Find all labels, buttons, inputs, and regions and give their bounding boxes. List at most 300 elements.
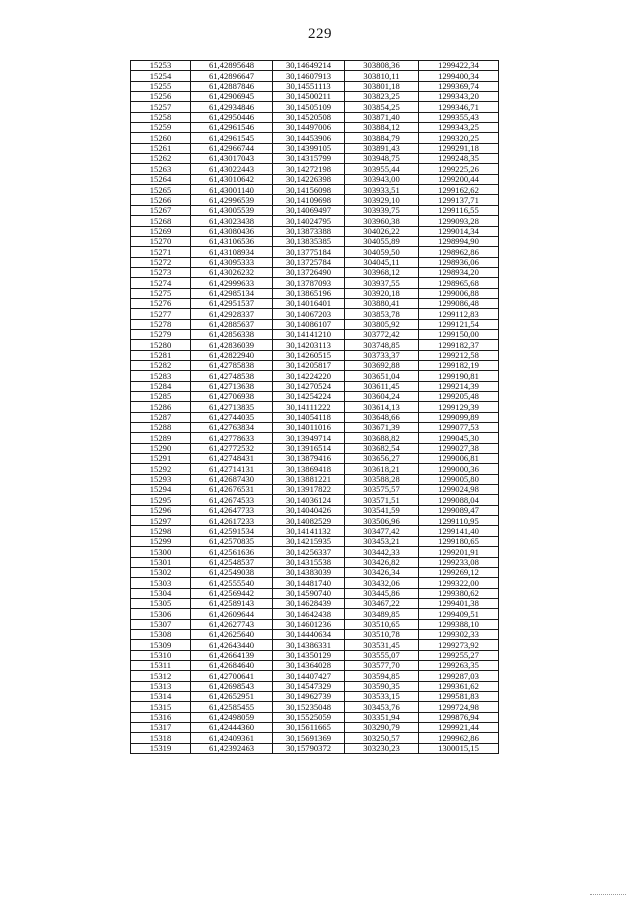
table-row — [131, 381, 499, 391]
y-coordinate-cell: 1300015,15 — [419, 743, 499, 753]
y-coordinate-cell: 1299201,91 — [419, 547, 499, 557]
latitude-cell: 61,42549038 — [191, 567, 273, 577]
point-number-cell: 15256 — [131, 92, 191, 102]
latitude-cell: 61,42950446 — [191, 112, 273, 122]
point-number-cell: 15273 — [131, 267, 191, 277]
latitude-cell: 61,42609644 — [191, 609, 273, 619]
y-coordinate-cell: 1299388,10 — [419, 619, 499, 629]
table-row — [131, 226, 499, 236]
x-coordinate-cell: 303230,23 — [345, 743, 419, 753]
longitude-cell: 30,13873388 — [273, 226, 345, 236]
x-coordinate-cell: 303445,86 — [345, 588, 419, 598]
x-coordinate-cell: 303555,07 — [345, 650, 419, 660]
y-coordinate-cell: 1299089,47 — [419, 505, 499, 515]
point-number-cell: 15313 — [131, 681, 191, 691]
x-coordinate-cell: 303891,43 — [345, 143, 419, 153]
footer-dotted-mark — [590, 894, 626, 895]
latitude-cell: 61,42951537 — [191, 298, 273, 308]
longitude-cell: 30,13865196 — [273, 288, 345, 298]
y-coordinate-cell: 1299180,65 — [419, 536, 499, 546]
x-coordinate-cell: 303748,85 — [345, 340, 419, 350]
table-row — [131, 61, 499, 71]
point-number-cell: 15255 — [131, 81, 191, 91]
longitude-cell: 30,14350129 — [273, 650, 345, 660]
point-number-cell: 15264 — [131, 174, 191, 184]
longitude-cell: 30,15235048 — [273, 702, 345, 712]
point-number-cell: 15257 — [131, 102, 191, 112]
x-coordinate-cell: 303541,59 — [345, 505, 419, 515]
table-row — [131, 288, 499, 298]
point-number-cell: 15259 — [131, 123, 191, 133]
table-row — [131, 102, 499, 112]
y-coordinate-cell: 1299182,19 — [419, 360, 499, 370]
latitude-cell: 61,42664139 — [191, 650, 273, 660]
point-number-cell: 15278 — [131, 319, 191, 329]
table-row — [131, 671, 499, 681]
longitude-cell: 30,14607913 — [273, 71, 345, 81]
x-coordinate-cell: 303590,35 — [345, 681, 419, 691]
table-row — [131, 567, 499, 577]
latitude-cell: 61,42785838 — [191, 360, 273, 370]
x-coordinate-cell: 303853,78 — [345, 309, 419, 319]
longitude-cell: 30,14011016 — [273, 423, 345, 433]
table-row — [131, 195, 499, 205]
longitude-cell: 30,14272198 — [273, 164, 345, 174]
latitude-cell: 61,42643440 — [191, 640, 273, 650]
table-row — [131, 588, 499, 598]
table-row — [131, 526, 499, 536]
latitude-cell: 61,42895648 — [191, 61, 273, 71]
x-coordinate-cell: 304045,11 — [345, 257, 419, 267]
latitude-cell: 61,42906945 — [191, 92, 273, 102]
table-row — [131, 557, 499, 567]
longitude-cell: 30,14440634 — [273, 629, 345, 639]
point-number-cell: 15261 — [131, 143, 191, 153]
latitude-cell: 61,42966744 — [191, 143, 273, 153]
table-row — [131, 681, 499, 691]
x-coordinate-cell: 303943,00 — [345, 174, 419, 184]
latitude-cell: 61,42822940 — [191, 350, 273, 360]
x-coordinate-cell: 303960,38 — [345, 216, 419, 226]
latitude-cell: 61,43001140 — [191, 185, 273, 195]
y-coordinate-cell: 1299962,86 — [419, 733, 499, 743]
point-number-cell: 15299 — [131, 536, 191, 546]
point-number-cell: 15288 — [131, 423, 191, 433]
latitude-cell: 61,42647733 — [191, 505, 273, 515]
table-row — [131, 278, 499, 288]
longitude-cell: 30,14407427 — [273, 671, 345, 681]
x-coordinate-cell: 303955,44 — [345, 164, 419, 174]
longitude-cell: 30,13775184 — [273, 247, 345, 257]
y-coordinate-cell: 1299150,00 — [419, 329, 499, 339]
point-number-cell: 15290 — [131, 443, 191, 453]
table-row — [131, 454, 499, 464]
latitude-cell: 61,43026232 — [191, 267, 273, 277]
table-row — [131, 619, 499, 629]
point-number-cell: 15260 — [131, 133, 191, 143]
latitude-cell: 61,42713638 — [191, 381, 273, 391]
y-coordinate-cell: 1299380,62 — [419, 588, 499, 598]
x-coordinate-cell: 303531,45 — [345, 640, 419, 650]
longitude-cell: 30,14069497 — [273, 205, 345, 215]
table-row — [131, 236, 499, 246]
table-row — [131, 578, 499, 588]
longitude-cell: 30,13787093 — [273, 278, 345, 288]
latitude-cell: 61,43017043 — [191, 154, 273, 164]
table-row — [131, 423, 499, 433]
y-coordinate-cell: 1299014,34 — [419, 226, 499, 236]
longitude-cell: 30,14141210 — [273, 329, 345, 339]
y-coordinate-cell: 1299320,25 — [419, 133, 499, 143]
x-coordinate-cell: 303290,79 — [345, 723, 419, 733]
point-number-cell: 15263 — [131, 164, 191, 174]
longitude-cell: 30,13881221 — [273, 474, 345, 484]
point-number-cell: 15319 — [131, 743, 191, 753]
y-coordinate-cell: 1299269,12 — [419, 567, 499, 577]
table-row — [131, 609, 499, 619]
longitude-cell: 30,14590740 — [273, 588, 345, 598]
point-number-cell: 15281 — [131, 350, 191, 360]
table-row — [131, 81, 499, 91]
longitude-cell: 30,14520508 — [273, 112, 345, 122]
x-coordinate-cell: 303510,65 — [345, 619, 419, 629]
latitude-cell: 61,42570835 — [191, 536, 273, 546]
longitude-cell: 30,14642438 — [273, 609, 345, 619]
latitude-cell: 61,42585455 — [191, 702, 273, 712]
table-row — [131, 392, 499, 402]
longitude-cell: 30,14205817 — [273, 360, 345, 370]
x-coordinate-cell: 303426,34 — [345, 567, 419, 577]
point-number-cell: 15310 — [131, 650, 191, 660]
table-row — [131, 309, 499, 319]
point-number-cell: 15254 — [131, 71, 191, 81]
longitude-cell: 30,14016401 — [273, 298, 345, 308]
longitude-cell: 30,14156098 — [273, 185, 345, 195]
x-coordinate-cell: 303948,75 — [345, 154, 419, 164]
x-coordinate-cell: 303575,57 — [345, 485, 419, 495]
longitude-cell: 30,14505109 — [273, 102, 345, 112]
point-number-cell: 15298 — [131, 526, 191, 536]
latitude-cell: 61,42836039 — [191, 340, 273, 350]
y-coordinate-cell: 1299024,98 — [419, 485, 499, 495]
latitude-cell: 61,42687430 — [191, 474, 273, 484]
x-coordinate-cell: 303648,66 — [345, 412, 419, 422]
y-coordinate-cell: 1299401,38 — [419, 598, 499, 608]
y-coordinate-cell: 1299077,53 — [419, 423, 499, 433]
y-coordinate-cell: 1299200,44 — [419, 174, 499, 184]
table-row — [131, 143, 499, 153]
point-number-cell: 15253 — [131, 61, 191, 71]
latitude-cell: 61,42625640 — [191, 629, 273, 639]
y-coordinate-cell: 1299205,48 — [419, 392, 499, 402]
longitude-cell: 30,14481740 — [273, 578, 345, 588]
latitude-cell: 61,42627743 — [191, 619, 273, 629]
point-number-cell: 15317 — [131, 723, 191, 733]
y-coordinate-cell: 1299233,08 — [419, 557, 499, 567]
latitude-cell: 61,42548537 — [191, 557, 273, 567]
x-coordinate-cell: 303611,45 — [345, 381, 419, 391]
longitude-cell: 30,14254224 — [273, 392, 345, 402]
y-coordinate-cell: 1299086,48 — [419, 298, 499, 308]
longitude-cell: 30,15611665 — [273, 723, 345, 733]
latitude-cell: 61,42748431 — [191, 454, 273, 464]
x-coordinate-cell: 303467,22 — [345, 598, 419, 608]
x-coordinate-cell: 303510,78 — [345, 629, 419, 639]
longitude-cell: 30,14036124 — [273, 495, 345, 505]
x-coordinate-cell: 303594,85 — [345, 671, 419, 681]
longitude-cell: 30,14547329 — [273, 681, 345, 691]
longitude-cell: 30,14270524 — [273, 381, 345, 391]
latitude-cell: 61,42896647 — [191, 71, 273, 81]
table-row — [131, 340, 499, 350]
y-coordinate-cell: 1298965,68 — [419, 278, 499, 288]
table-row — [131, 412, 499, 422]
point-number-cell: 15303 — [131, 578, 191, 588]
x-coordinate-cell: 304055,89 — [345, 236, 419, 246]
point-number-cell: 15279 — [131, 329, 191, 339]
longitude-cell: 30,14109698 — [273, 195, 345, 205]
table-row — [131, 733, 499, 743]
table-row — [131, 71, 499, 81]
latitude-cell: 61,42676531 — [191, 485, 273, 495]
y-coordinate-cell: 1299182,37 — [419, 340, 499, 350]
latitude-cell: 61,42392463 — [191, 743, 273, 753]
point-number-cell: 15271 — [131, 247, 191, 257]
x-coordinate-cell: 303880,41 — [345, 298, 419, 308]
x-coordinate-cell: 303801,18 — [345, 81, 419, 91]
y-coordinate-cell: 1299093,28 — [419, 216, 499, 226]
longitude-cell: 30,14399105 — [273, 143, 345, 153]
y-coordinate-cell: 1299346,71 — [419, 102, 499, 112]
table-row — [131, 112, 499, 122]
x-coordinate-cell: 303506,96 — [345, 516, 419, 526]
longitude-cell: 30,14226398 — [273, 174, 345, 184]
table-row — [131, 443, 499, 453]
latitude-cell: 61,43080436 — [191, 226, 273, 236]
latitude-cell: 61,43010642 — [191, 174, 273, 184]
table-row — [131, 516, 499, 526]
table-row — [131, 319, 499, 329]
x-coordinate-cell: 303533,15 — [345, 691, 419, 701]
y-coordinate-cell: 1299273,92 — [419, 640, 499, 650]
latitude-cell: 61,42569442 — [191, 588, 273, 598]
point-number-cell: 15265 — [131, 185, 191, 195]
table-row — [131, 474, 499, 484]
table-row — [131, 92, 499, 102]
y-coordinate-cell: 1299129,39 — [419, 402, 499, 412]
y-coordinate-cell: 1299724,98 — [419, 702, 499, 712]
table-row — [131, 598, 499, 608]
table-row — [131, 371, 499, 381]
point-number-cell: 15269 — [131, 226, 191, 236]
y-coordinate-cell: 1299581,83 — [419, 691, 499, 701]
point-number-cell: 15276 — [131, 298, 191, 308]
latitude-cell: 61,42744035 — [191, 412, 273, 422]
point-number-cell: 15266 — [131, 195, 191, 205]
point-number-cell: 15307 — [131, 619, 191, 629]
y-coordinate-cell: 1299112,83 — [419, 309, 499, 319]
latitude-cell: 61,42674533 — [191, 495, 273, 505]
latitude-cell: 61,42589143 — [191, 598, 273, 608]
x-coordinate-cell: 303688,82 — [345, 433, 419, 443]
y-coordinate-cell: 1299287,03 — [419, 671, 499, 681]
longitude-cell: 30,14111222 — [273, 402, 345, 412]
longitude-cell: 30,14040426 — [273, 505, 345, 515]
x-coordinate-cell: 303656,27 — [345, 454, 419, 464]
y-coordinate-cell: 1299361,62 — [419, 681, 499, 691]
x-coordinate-cell: 303453,21 — [345, 536, 419, 546]
latitude-cell: 61,43106536 — [191, 236, 273, 246]
longitude-cell: 30,14086107 — [273, 319, 345, 329]
y-coordinate-cell: 1299343,25 — [419, 123, 499, 133]
longitude-cell: 30,13725784 — [273, 257, 345, 267]
table-row — [131, 723, 499, 733]
y-coordinate-cell: 1299116,55 — [419, 205, 499, 215]
x-coordinate-cell: 303614,13 — [345, 402, 419, 412]
longitude-cell: 30,14601236 — [273, 619, 345, 629]
longitude-cell: 30,14315799 — [273, 154, 345, 164]
y-coordinate-cell: 1299006,88 — [419, 288, 499, 298]
x-coordinate-cell: 303884,12 — [345, 123, 419, 133]
point-number-cell: 15291 — [131, 454, 191, 464]
longitude-cell: 30,14364028 — [273, 660, 345, 670]
point-number-cell: 15274 — [131, 278, 191, 288]
point-number-cell: 15312 — [131, 671, 191, 681]
longitude-cell: 30,14141132 — [273, 526, 345, 536]
latitude-cell: 61,43095333 — [191, 257, 273, 267]
table-row — [131, 402, 499, 412]
table-row — [131, 485, 499, 495]
longitude-cell: 30,14256337 — [273, 547, 345, 557]
y-coordinate-cell: 1299006,81 — [419, 454, 499, 464]
y-coordinate-cell: 1298962,86 — [419, 247, 499, 257]
x-coordinate-cell: 303854,25 — [345, 102, 419, 112]
longitude-cell: 30,13879416 — [273, 454, 345, 464]
longitude-cell: 30,13949714 — [273, 433, 345, 443]
point-number-cell: 15267 — [131, 205, 191, 215]
y-coordinate-cell: 1299027,38 — [419, 443, 499, 453]
table-row — [131, 154, 499, 164]
point-number-cell: 15305 — [131, 598, 191, 608]
latitude-cell: 61,42714131 — [191, 464, 273, 474]
longitude-cell: 30,14203113 — [273, 340, 345, 350]
point-number-cell: 15277 — [131, 309, 191, 319]
x-coordinate-cell: 303968,12 — [345, 267, 419, 277]
x-coordinate-cell: 303733,37 — [345, 350, 419, 360]
y-coordinate-cell: 1299263,35 — [419, 660, 499, 670]
latitude-cell: 61,42856338 — [191, 329, 273, 339]
point-number-cell: 15258 — [131, 112, 191, 122]
table-row — [131, 350, 499, 360]
y-coordinate-cell: 1299343,20 — [419, 92, 499, 102]
table-row — [131, 712, 499, 722]
point-number-cell: 15297 — [131, 516, 191, 526]
point-number-cell: 15306 — [131, 609, 191, 619]
x-coordinate-cell: 303933,51 — [345, 185, 419, 195]
x-coordinate-cell: 303929,10 — [345, 195, 419, 205]
table-row — [131, 547, 499, 557]
point-number-cell: 15280 — [131, 340, 191, 350]
longitude-cell: 30,14082529 — [273, 516, 345, 526]
y-coordinate-cell: 1299409,51 — [419, 609, 499, 619]
x-coordinate-cell: 304059,50 — [345, 247, 419, 257]
y-coordinate-cell: 1299088,04 — [419, 495, 499, 505]
point-number-cell: 15262 — [131, 154, 191, 164]
x-coordinate-cell: 303682,54 — [345, 443, 419, 453]
x-coordinate-cell: 303426,82 — [345, 557, 419, 567]
table-row — [131, 536, 499, 546]
y-coordinate-cell: 1299400,34 — [419, 71, 499, 81]
x-coordinate-cell: 303808,36 — [345, 61, 419, 71]
table-row — [131, 247, 499, 257]
longitude-cell: 30,13869418 — [273, 464, 345, 474]
table-row — [131, 164, 499, 174]
latitude-cell: 61,42772532 — [191, 443, 273, 453]
latitude-cell: 61,43108934 — [191, 247, 273, 257]
x-coordinate-cell: 303823,25 — [345, 92, 419, 102]
table-row — [131, 702, 499, 712]
latitude-cell: 61,42700641 — [191, 671, 273, 681]
table-row — [131, 329, 499, 339]
longitude-cell: 30,14386331 — [273, 640, 345, 650]
x-coordinate-cell: 303772,42 — [345, 329, 419, 339]
latitude-cell: 61,42763834 — [191, 423, 273, 433]
latitude-cell: 61,42617233 — [191, 516, 273, 526]
x-coordinate-cell: 303432,06 — [345, 578, 419, 588]
table-row — [131, 660, 499, 670]
table-row — [131, 650, 499, 660]
latitude-cell: 61,42748538 — [191, 371, 273, 381]
longitude-cell: 30,14649214 — [273, 61, 345, 71]
y-coordinate-cell: 1299121,54 — [419, 319, 499, 329]
x-coordinate-cell: 303884,79 — [345, 133, 419, 143]
point-number-cell: 15286 — [131, 402, 191, 412]
x-coordinate-cell: 303920,18 — [345, 288, 419, 298]
x-coordinate-cell: 303571,51 — [345, 495, 419, 505]
latitude-cell: 61,42887846 — [191, 81, 273, 91]
table-row — [131, 505, 499, 515]
x-coordinate-cell: 303577,70 — [345, 660, 419, 670]
table-row — [131, 629, 499, 639]
latitude-cell: 61,42985134 — [191, 288, 273, 298]
y-coordinate-cell: 1299099,89 — [419, 412, 499, 422]
table-row — [131, 360, 499, 370]
point-number-cell: 15294 — [131, 485, 191, 495]
y-coordinate-cell: 1299162,62 — [419, 185, 499, 195]
latitude-cell: 61,43022443 — [191, 164, 273, 174]
point-number-cell: 15315 — [131, 702, 191, 712]
x-coordinate-cell: 304026,22 — [345, 226, 419, 236]
y-coordinate-cell: 1299921,44 — [419, 723, 499, 733]
y-coordinate-cell: 1299291,18 — [419, 143, 499, 153]
y-coordinate-cell: 1299422,34 — [419, 61, 499, 71]
latitude-cell: 61,42996539 — [191, 195, 273, 205]
x-coordinate-cell: 303651,04 — [345, 371, 419, 381]
point-number-cell: 15282 — [131, 360, 191, 370]
longitude-cell: 30,13726490 — [273, 267, 345, 277]
y-coordinate-cell: 1299137,71 — [419, 195, 499, 205]
latitude-cell: 61,42591534 — [191, 526, 273, 536]
table-row — [131, 205, 499, 215]
x-coordinate-cell: 303805,92 — [345, 319, 419, 329]
x-coordinate-cell: 303937,55 — [345, 278, 419, 288]
table-row — [131, 185, 499, 195]
y-coordinate-cell: 1298994,90 — [419, 236, 499, 246]
longitude-cell: 30,13917822 — [273, 485, 345, 495]
latitude-cell: 61,42999633 — [191, 278, 273, 288]
x-coordinate-cell: 303442,33 — [345, 547, 419, 557]
x-coordinate-cell: 303618,21 — [345, 464, 419, 474]
